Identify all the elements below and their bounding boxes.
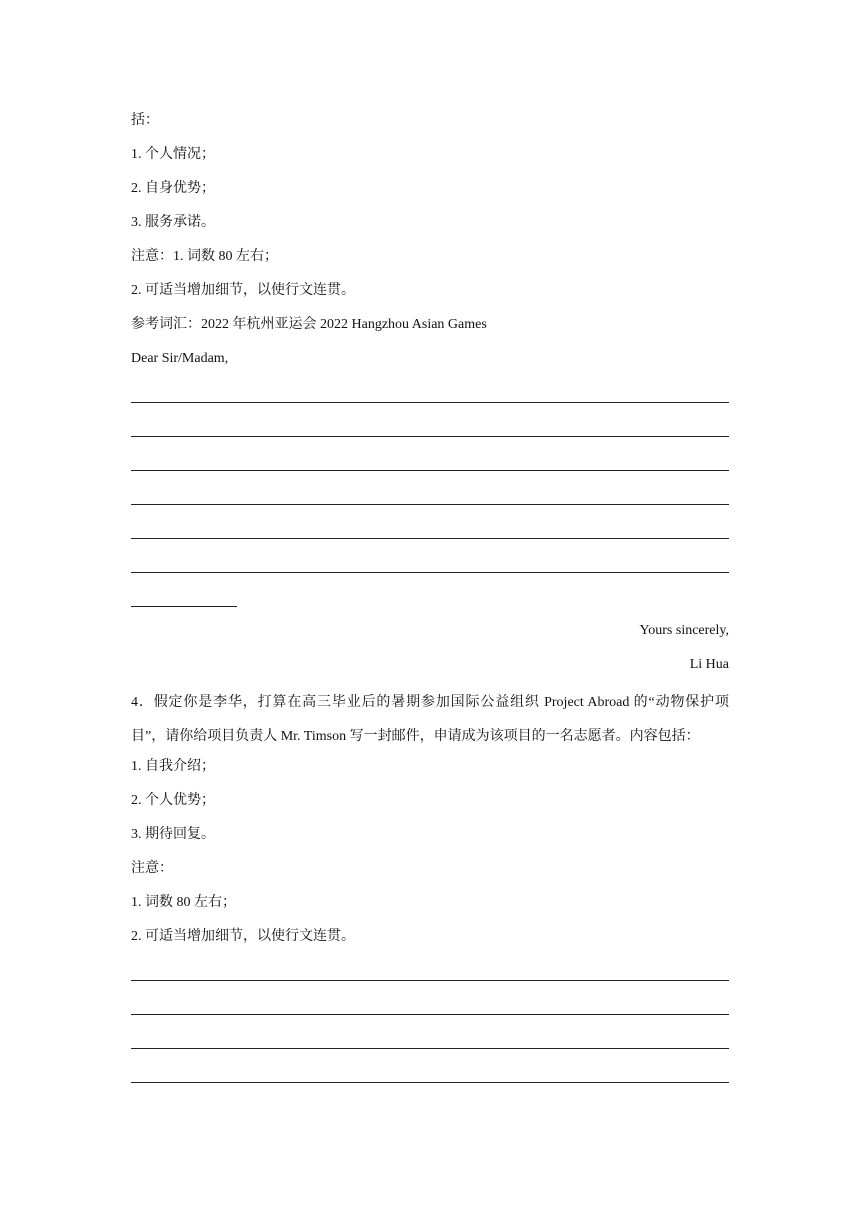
- answer-line[interactable]: [131, 448, 729, 482]
- page-content: [131, 108, 729, 1094]
- q4-content-point-1: 1. 自我介绍；: [131, 759, 215, 774]
- letter-signature: Li Hua: [689, 657, 729, 672]
- q4-answer-line[interactable]: [131, 992, 729, 1026]
- q4-answer-line[interactable]: [131, 1060, 729, 1094]
- content-point-3: 3. 服务承诺。: [131, 215, 215, 230]
- q4-note-label: 注意：: [131, 861, 173, 876]
- answer-line[interactable]: [131, 516, 729, 550]
- q4-content-point-3: 3. 期待回复。: [131, 827, 215, 842]
- letter-closing: Yours sincerely,: [639, 623, 729, 638]
- answer-line[interactable]: [131, 550, 729, 584]
- q4-answer-line[interactable]: [131, 1026, 729, 1060]
- q4-content-point-2: 2. 个人优势；: [131, 793, 215, 808]
- q4-answer-line[interactable]: [131, 958, 729, 992]
- reference-vocabulary: 参考词汇：2022 年杭州亚运会 2022 Hangzhou Asian Games: [131, 317, 487, 332]
- answer-line[interactable]: [131, 482, 729, 516]
- continuation-line: 括：: [131, 113, 159, 128]
- answer-line[interactable]: [131, 414, 729, 448]
- note-word-count: 注意：1. 词数 80 左右；: [131, 249, 278, 264]
- question-4-prompt: 4．假定你是李华，打算在高三毕业后的暑期参加国际公益组织 Project Abroad 的“动物保护项目”，请你给项目负责人 Mr. Timson 写一封邮件，申请成为该项目的一名志愿者。内容包括：: [131, 695, 729, 744]
- q4-note-add-details: 2. 可适当增加细节，以使行文连贯。: [131, 929, 355, 944]
- answer-line[interactable]: [131, 380, 729, 414]
- q4-note-word-count: 1. 词数 80 左右；: [131, 895, 236, 910]
- note-add-details: 2. 可适当增加细节，以使行文连贯。: [131, 283, 355, 298]
- letter-salutation: Dear Sir/Madam,: [131, 351, 229, 366]
- content-point-1: 1. 个人情况；: [131, 147, 215, 162]
- content-point-2: 2. 自身优势；: [131, 181, 215, 196]
- answer-line-short[interactable]: [131, 584, 729, 618]
